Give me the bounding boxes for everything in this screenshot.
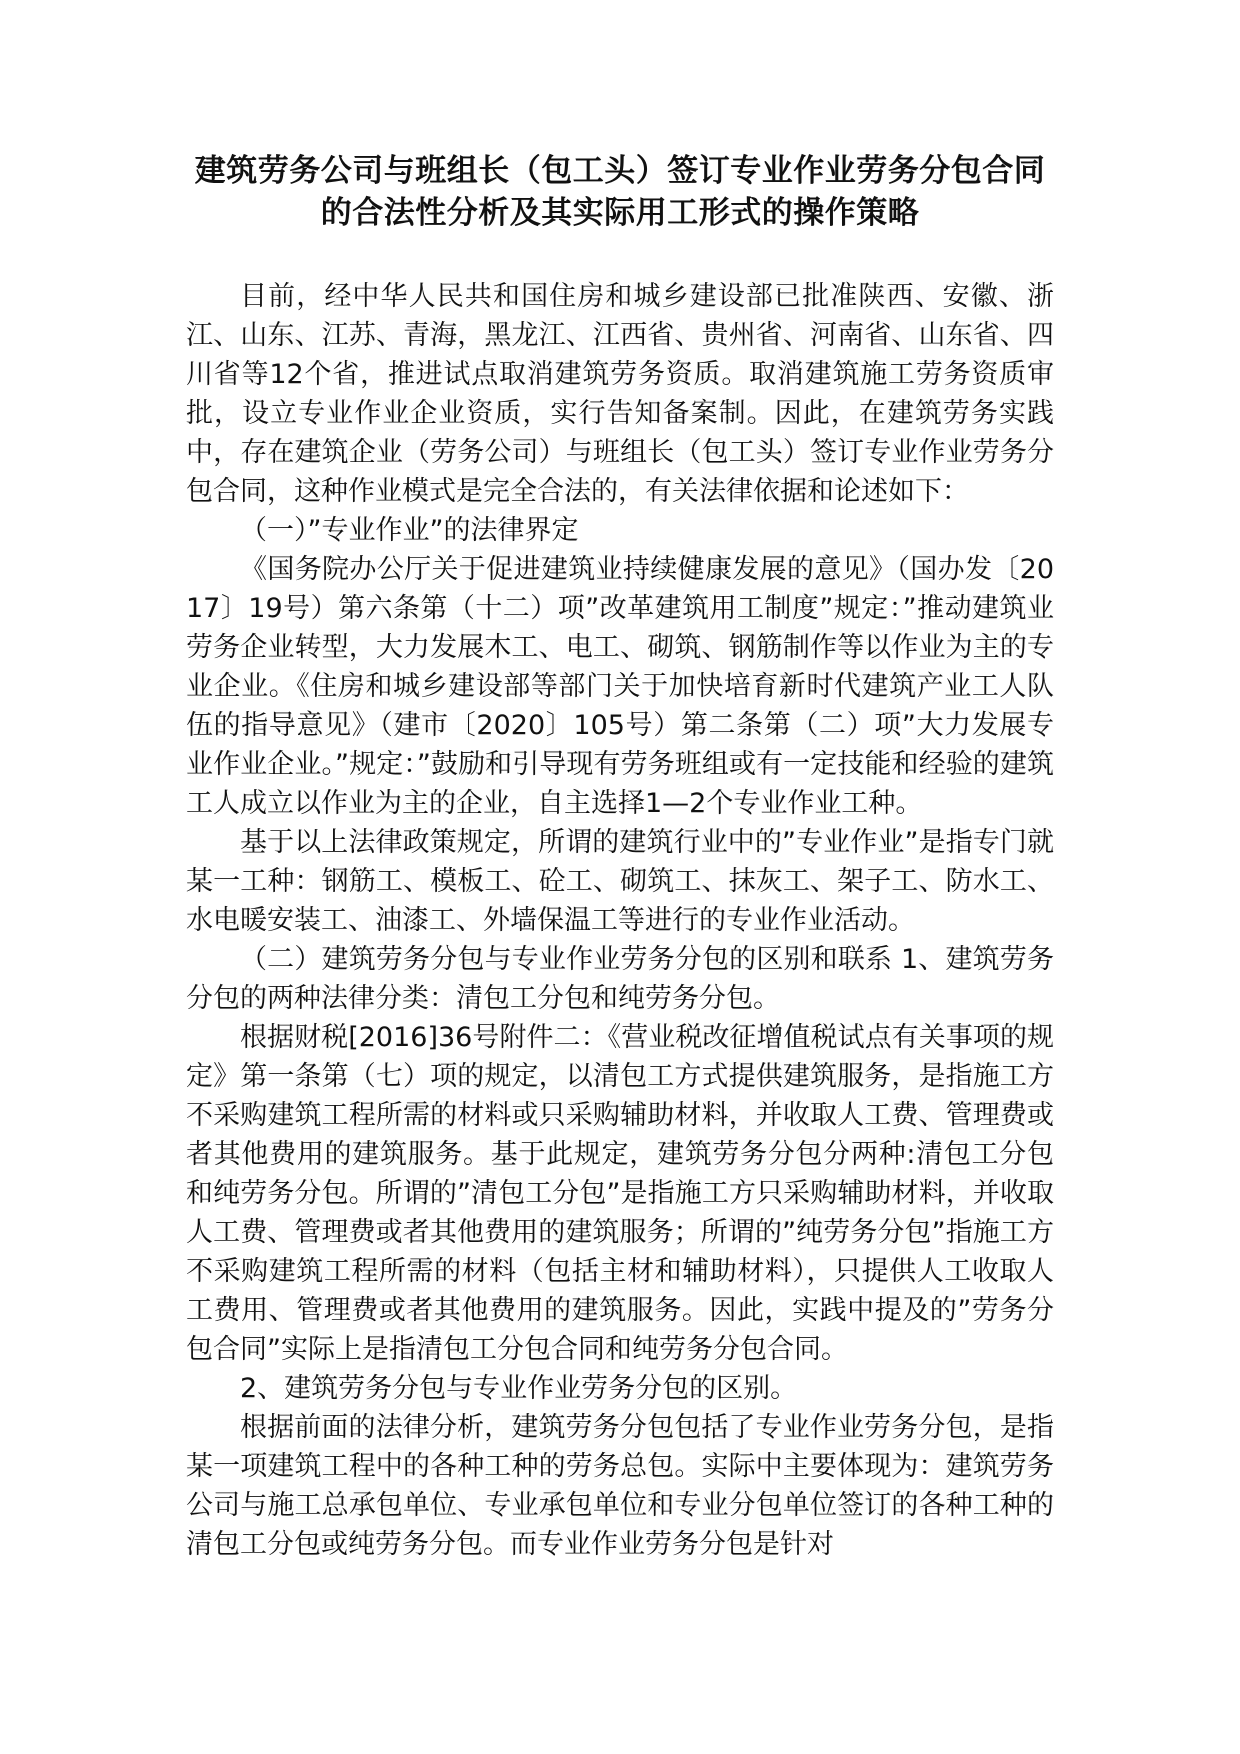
document-title bbox=[186, 150, 1054, 234]
title-line-2: 的合法性分析及其实际用工形式的操作策略 bbox=[320, 195, 920, 231]
section-heading-2: （二）建筑劳务分包与专业作业劳务分包的区别和联系 1、建筑劳务分包的两种法律分类：清包工分包和纯劳务分包。 bbox=[186, 944, 1054, 1014]
document-body bbox=[186, 277, 1054, 1564]
subsection-heading-2: 2、建筑劳务分包与专业作业劳务分包的区别。 bbox=[240, 1373, 798, 1404]
paragraph-definition: 基于以上法律政策规定，所谓的建筑行业中的”专业作业”是指专门就某一工种：钢筋工、模板工、砼工、砌筑工、抹灰工、架子工、防水工、水电暖安装工、油漆工、外墙保温工等进行的专业作业活动。 bbox=[186, 827, 1054, 936]
title-line-1: 建筑劳务公司与班组长（包工头）签订专业作业劳务分包合同 bbox=[194, 153, 1046, 189]
paragraph-difference: 根据前面的法律分析，建筑劳务分包包括了专业作业劳务分包，是指某一项建筑工程中的各种工种的劳务总包。实际中主要体现为：建筑劳务公司与施工总承包单位、专业承包单位和专业分包单位签订的各种工种的清包工分包或纯劳务分包。而专业作业劳务分包是针对 bbox=[186, 1412, 1054, 1560]
paragraph-intro: 目前，经中华人民共和国住房和城乡建设部已批准陕西、安徽、浙江、山东、江苏、青海，黑龙江、江西省、贵州省、河南省、山东省、四川省等12个省，推进试点取消建筑劳务资质。取消建筑施工劳务资质审批，设立专业作业企业资质，实行告知备案制。因此，在建筑劳务实践中，存在建筑企业（劳务公司）与班组长（包工头）签订专业作业劳务分包合同，这种作业模式是完全合法的，有关法律依据和论述如下： bbox=[186, 281, 1054, 507]
paragraph-policy: 《国务院办公厅关于促进建筑业持续健康发展的意见》（国办发〔2017〕19号）第六条第（十二）项”改革建筑用工制度”规定：”推动建筑业劳务企业转型，大力发展木工、电工、砌筑、钢筋制作等以作业为主的专业企业。《住房和城乡建设部等部门关于加快培育新时代建筑产业工人队伍的指导意见》（建市〔2020〕105号）第二条第（二）项”大力发展专业作业企业。”规定：”鼓励和引导现有劳务班组或有一定技能和经验的建筑工人成立以作业为主的企业，自主选择1—2个专业作业工种。 bbox=[186, 554, 1054, 819]
section-heading-1: （一）”专业作业”的法律界定 bbox=[240, 515, 579, 546]
paragraph-tax-rule: 根据财税[2016]36号附件二：《营业税改征增值税试点有关事项的规定》第一条第（七）项的规定，以清包工方式提供建筑服务，是指施工方不采购建筑工程所需的材料或只采购辅助材料，并收取人工费、管理费或者其他费用的建筑服务。基于此规定，建筑劳务分包分两种:清包工分包和纯劳务分包。所谓的”清包工分包”是指施工方只采购辅助材料，并收取人工费、管理费或者其他费用的建筑服务；所谓的”纯劳务分包”指施工方不采购建筑工程所需的材料（包括主材和辅助材料），只提供人工收取人工费用、管理费或者其他费用的建筑服务。因此，实践中提及的”劳务分包合同”实际上是指清包工分包合同和纯劳务分包合同。 bbox=[186, 1022, 1054, 1365]
